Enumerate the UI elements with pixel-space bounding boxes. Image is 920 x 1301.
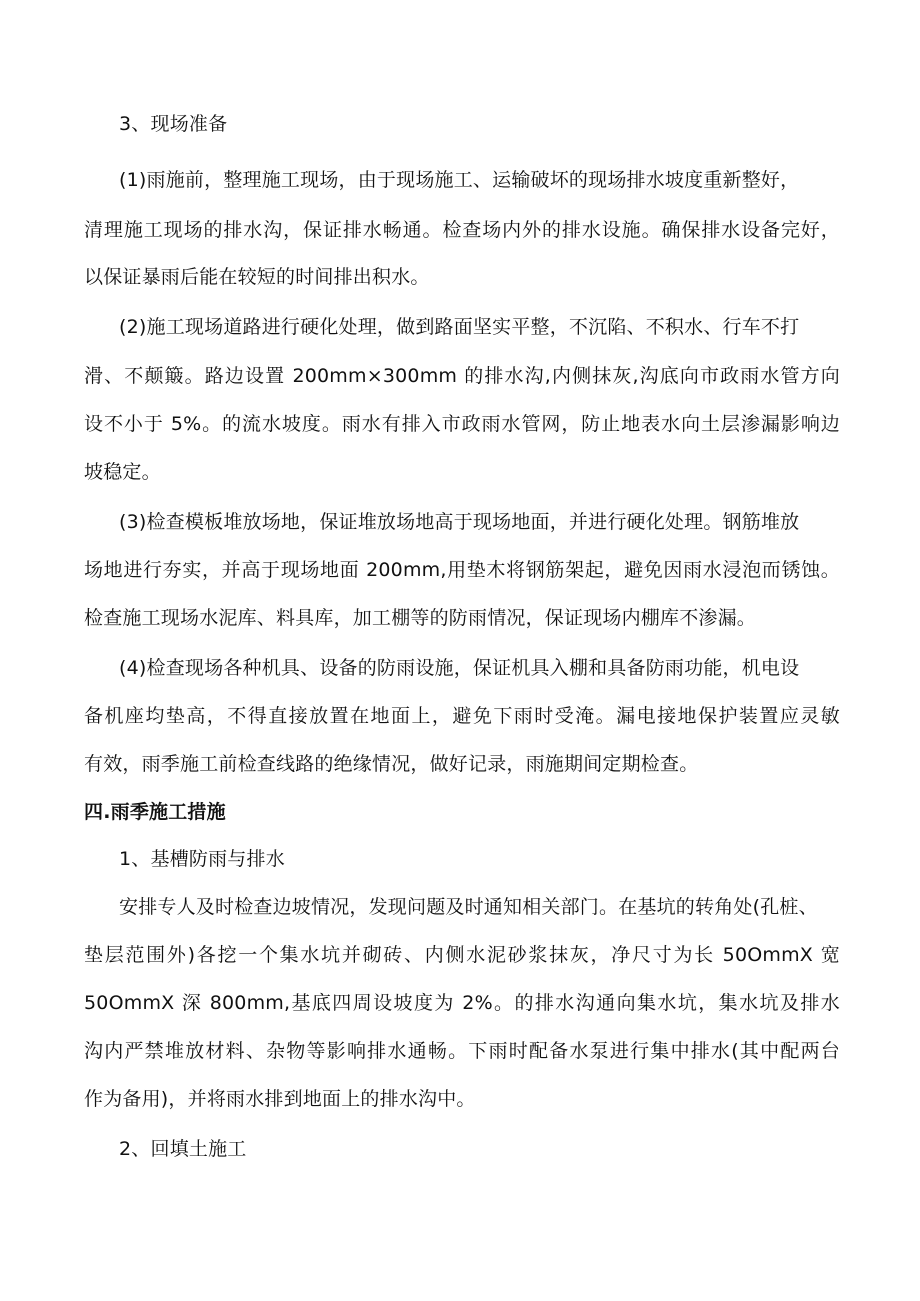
section-heading-backfill: 2、回填土施工 — [119, 1138, 247, 1160]
paragraph-line: 50OmmX 深 800mm,基底四周设坡度为 2%。的排水沟通向集水坑，集水坑及排水 — [84, 992, 840, 1014]
paragraph-line: (1)雨施前，整理施工现场，由于现场施工、运输破坏的现场排水坡度重新整好， — [119, 169, 800, 191]
paragraph-line: (4)检查现场各种机具、设备的防雨设施，保证机具入棚和具备防雨功能，机电设 — [119, 657, 800, 679]
paragraph-line: 清理施工现场的排水沟，保证排水畅通。检查场内外的排水设施。确保排水设备完好， — [84, 219, 840, 241]
paragraph-line: 检查施工现场水泥库、料具库，加工棚等的防雨情况，保证现场内棚库不渗漏。 — [84, 607, 757, 629]
chapter-heading-rainy-season-measures: 四.雨季施工措施 — [84, 801, 226, 823]
paragraph-line: 坡稳定。 — [84, 461, 161, 483]
paragraph-line: 有效，雨季施工前检查线路的绝缘情况，做好记录，雨施期间定期检查。 — [84, 753, 699, 775]
paragraph-line: (3)检查模板堆放场地，保证堆放场地高于现场地面，并进行硬化处理。钢筋堆放 — [119, 511, 800, 533]
paragraph-line: 以保证暴雨后能在较短的时间排出积水。 — [84, 266, 430, 288]
paragraph-line: 滑、不颠簸。路边设置 200mm×300mm 的排水沟,内侧抹灰,沟底向市政雨水管方向 — [84, 365, 840, 387]
paragraph-line: 设不小于 5%。的流水坡度。雨水有排入市政雨水管网，防止地表水向土层渗漏影响边 — [84, 413, 840, 435]
paragraph-line: 安排专人及时检查边坡情况，发现问题及时通知相关部门。在基坑的转角处(孔桩、 — [119, 896, 818, 918]
paragraph-line: 场地进行夯实，并高于现场地面 200mm,用垫木将钢筋架起，避免因雨水浸泡而锈蚀。 — [84, 559, 840, 581]
paragraph-line: 垫层范围外)各挖一个集水坑并砌砖、内侧水泥砂浆抹灰，净尺寸为长 50OmmX 宽 — [84, 944, 840, 966]
paragraph-line: 沟内严禁堆放材料、杂物等影响排水通畅。下雨时配备水泵进行集中排水(其中配两台 — [84, 1040, 840, 1062]
paragraph-line: 备机座均垫高，不得直接放置在地面上，避免下雨时受淹。漏电接地保护装置应灵敏 — [84, 705, 840, 727]
paragraph-line: (2)施工现场道路进行硬化处理，做到路面坚实平整，不沉陷、不积水、行车不打 — [119, 316, 800, 338]
section-heading-site-preparation: 3、现场准备 — [119, 113, 228, 135]
paragraph-line: 作为备用)，并将雨水排到地面上的排水沟中。 — [84, 1088, 476, 1110]
section-heading-trench-drainage: 1、基槽防雨与排水 — [119, 848, 285, 870]
